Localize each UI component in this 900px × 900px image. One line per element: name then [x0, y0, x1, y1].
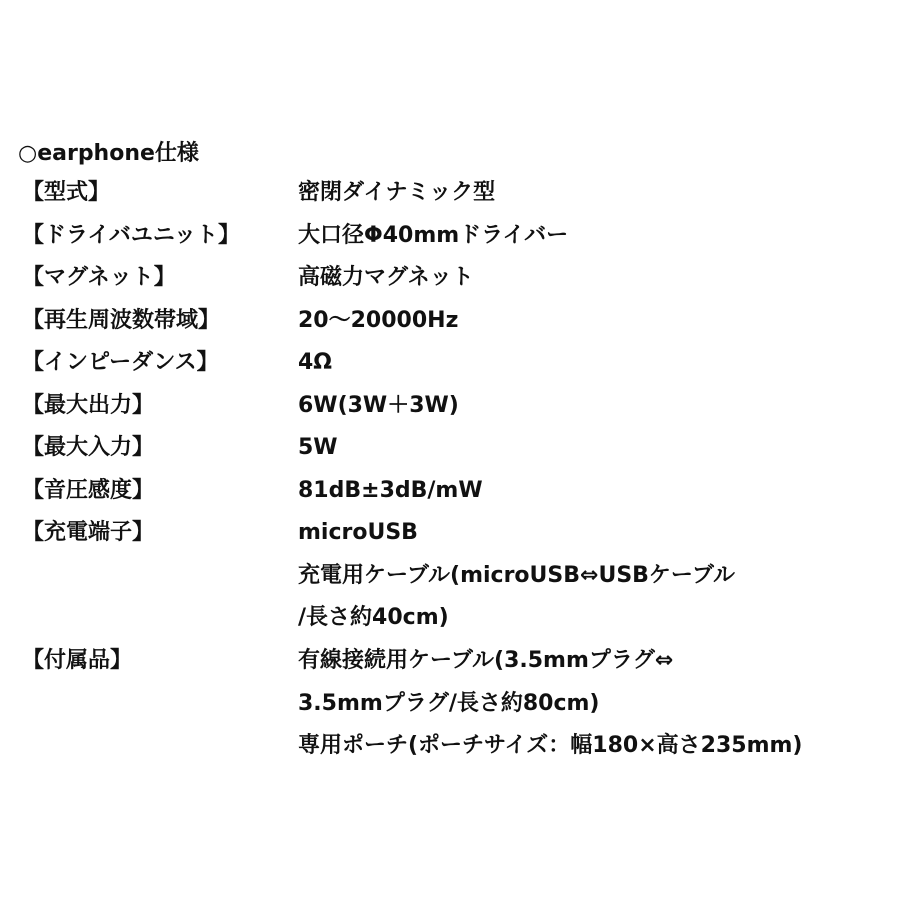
- spec-row-pouch: [0, 725, 900, 767]
- spec-value: microUSB: [298, 520, 418, 545]
- spec-label: 【付属品】: [22, 648, 133, 673]
- spec-row-sensitivity: [0, 470, 900, 512]
- spec-row-max-input: [0, 427, 900, 469]
- spec-value: 高磁力マグネット: [298, 265, 474, 290]
- spec-value: 充電用ケーブル(microUSB⇔USBケーブル: [298, 563, 735, 588]
- spec-value: 81dB±3dB/mW: [298, 478, 483, 503]
- spec-value: 密閉ダイナミック型: [298, 180, 496, 205]
- spec-value: 有線接続用ケーブル(3.5mmプラグ⇔: [298, 648, 674, 673]
- spec-row-charging-port: [0, 512, 900, 554]
- spec-row-wired-cable-length: [0, 683, 900, 725]
- spec-value: 大口径Φ40mmドライバー: [298, 223, 569, 248]
- spec-row-charging-cable: [0, 555, 900, 597]
- spec-value: 6W(3W＋3W): [298, 393, 459, 418]
- spec-heading: ○earphone仕様: [18, 141, 199, 166]
- spec-row-impedance: [0, 342, 900, 384]
- spec-value: 20〜20000Hz: [298, 308, 459, 333]
- spec-row-max-output: [0, 385, 900, 427]
- spec-value: 専用ポーチ(ポーチサイズ：幅180×高さ235mm): [298, 733, 803, 758]
- spec-label: 【充電端子】: [22, 520, 155, 545]
- spec-label: 【型式】: [22, 180, 111, 205]
- spec-label: 【最大入力】: [22, 435, 155, 460]
- spec-value: 5W: [298, 435, 338, 460]
- spec-row-frequency-range: [0, 300, 900, 342]
- spec-value: 3.5mmプラグ/長さ約80cm): [298, 691, 600, 716]
- spec-row-accessories: [0, 640, 900, 682]
- spec-row-magnet: [0, 257, 900, 299]
- spec-label: 【音圧感度】: [22, 478, 155, 503]
- spec-row-model: [0, 172, 900, 214]
- spec-row-driver-unit: [0, 215, 900, 257]
- spec-row-charging-cable-length: [0, 597, 900, 639]
- spec-label: 【再生周波数帯域】: [22, 308, 221, 333]
- spec-value: /長さ約40cm): [298, 605, 449, 630]
- spec-label: 【最大出力】: [22, 393, 155, 418]
- spec-label: 【ドライバユニット】: [22, 223, 241, 248]
- spec-label: 【マグネット】: [22, 265, 176, 290]
- spec-value: 4Ω: [298, 350, 333, 375]
- spec-label: 【インピーダンス】: [22, 350, 219, 375]
